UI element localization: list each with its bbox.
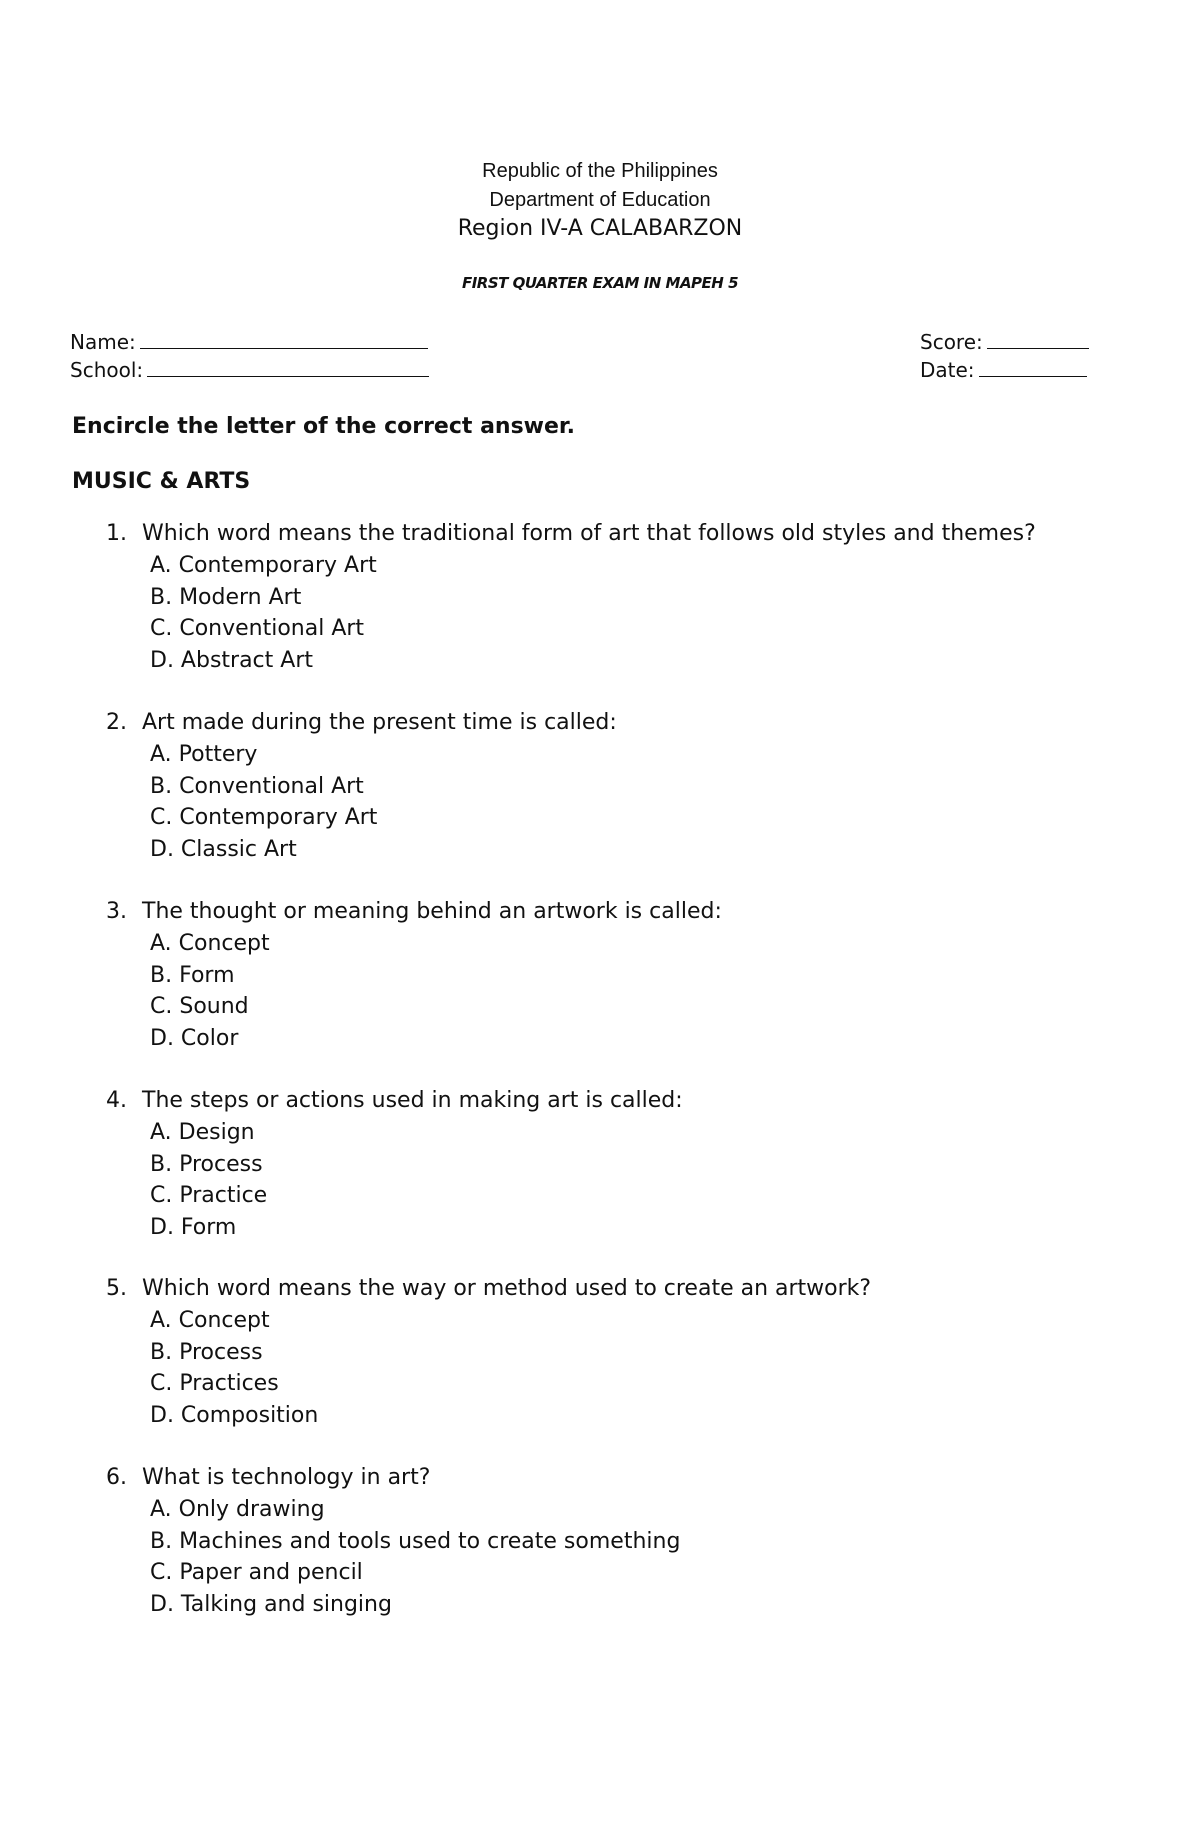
question-stem: Which word means the way or method used to create an artwork?	[142, 1276, 872, 1301]
choice-a[interactable]: A. Pottery	[150, 742, 258, 767]
question-stem: The thought or meaning behind an artwork is called:	[142, 899, 722, 924]
section-title: MUSIC & ARTS	[72, 469, 251, 494]
choice-b[interactable]: B. Modern Art	[150, 584, 302, 610]
school-blank[interactable]	[147, 358, 429, 377]
choice-d[interactable]: D. Color	[150, 1026, 239, 1052]
question-4	[106, 1085, 1166, 1244]
question-number: 6.	[106, 1465, 127, 1490]
name-blank[interactable]	[140, 330, 428, 349]
choice-c[interactable]: C. Practices	[150, 1371, 279, 1397]
question-number: 3.	[106, 899, 127, 924]
question-6	[106, 1462, 1166, 1621]
header-department: Department of Education	[489, 189, 711, 211]
choice-a[interactable]: A. Concept	[150, 1308, 270, 1333]
date-label: Date:	[920, 358, 975, 382]
choice-d[interactable]: D. Talking and singing	[150, 1592, 392, 1618]
question-stem: Which word means the traditional form of art that follows old styles and themes?	[142, 521, 1036, 546]
school-label: School:	[70, 358, 144, 382]
choice-c[interactable]: C. Conventional Art	[150, 616, 365, 642]
choice-a[interactable]: A. Concept	[150, 931, 270, 956]
question-number: 1.	[106, 521, 127, 546]
name-field	[70, 330, 428, 354]
choice-d[interactable]: D. Composition	[150, 1403, 319, 1429]
exam-title: FIRST QUARTER EXAM IN MAPEH 5	[461, 274, 739, 292]
question-5	[106, 1273, 1166, 1432]
choice-d[interactable]: D. Classic Art	[150, 837, 297, 863]
choice-d[interactable]: D. Form	[150, 1215, 237, 1241]
date-blank[interactable]	[979, 358, 1087, 377]
choice-b[interactable]: B. Process	[150, 1151, 263, 1177]
choice-b[interactable]: B. Machines and tools used to create something	[150, 1528, 681, 1554]
choice-b[interactable]: B. Form	[150, 962, 235, 988]
question-number: 2.	[106, 710, 127, 735]
question-stem: What is technology in art?	[142, 1465, 431, 1490]
question-stem: The steps or actions used in making art is called:	[142, 1088, 683, 1113]
choice-c[interactable]: C. Contemporary Art	[150, 805, 378, 831]
choice-d[interactable]: D. Abstract Art	[150, 648, 313, 674]
question-number: 4.	[106, 1088, 127, 1113]
question-3	[106, 896, 1166, 1055]
score-label: Score:	[920, 330, 983, 354]
header-region: Region IV-A CALABARZON	[457, 216, 743, 241]
question-1	[106, 518, 1166, 677]
choice-b[interactable]: B. Conventional Art	[150, 773, 364, 799]
score-blank[interactable]	[987, 330, 1089, 349]
school-field	[70, 358, 429, 382]
question-2	[106, 707, 1166, 866]
date-field	[920, 358, 1087, 382]
choice-c[interactable]: C. Paper and pencil	[150, 1560, 363, 1586]
choice-a[interactable]: A. Design	[150, 1120, 255, 1145]
header-republic: Republic of the Philippines	[482, 160, 718, 182]
question-number: 5.	[106, 1276, 127, 1301]
choice-a[interactable]: A. Contemporary Art	[150, 553, 377, 578]
score-field	[920, 330, 1089, 354]
choice-b[interactable]: B. Process	[150, 1339, 263, 1365]
choice-a[interactable]: A. Only drawing	[150, 1497, 325, 1522]
choice-c[interactable]: C. Practice	[150, 1183, 268, 1209]
choice-c[interactable]: C. Sound	[150, 994, 249, 1020]
instructions: Encircle the letter of the correct answer.	[72, 414, 575, 439]
question-stem: Art made during the present time is called:	[142, 710, 617, 735]
name-label: Name:	[70, 330, 136, 354]
